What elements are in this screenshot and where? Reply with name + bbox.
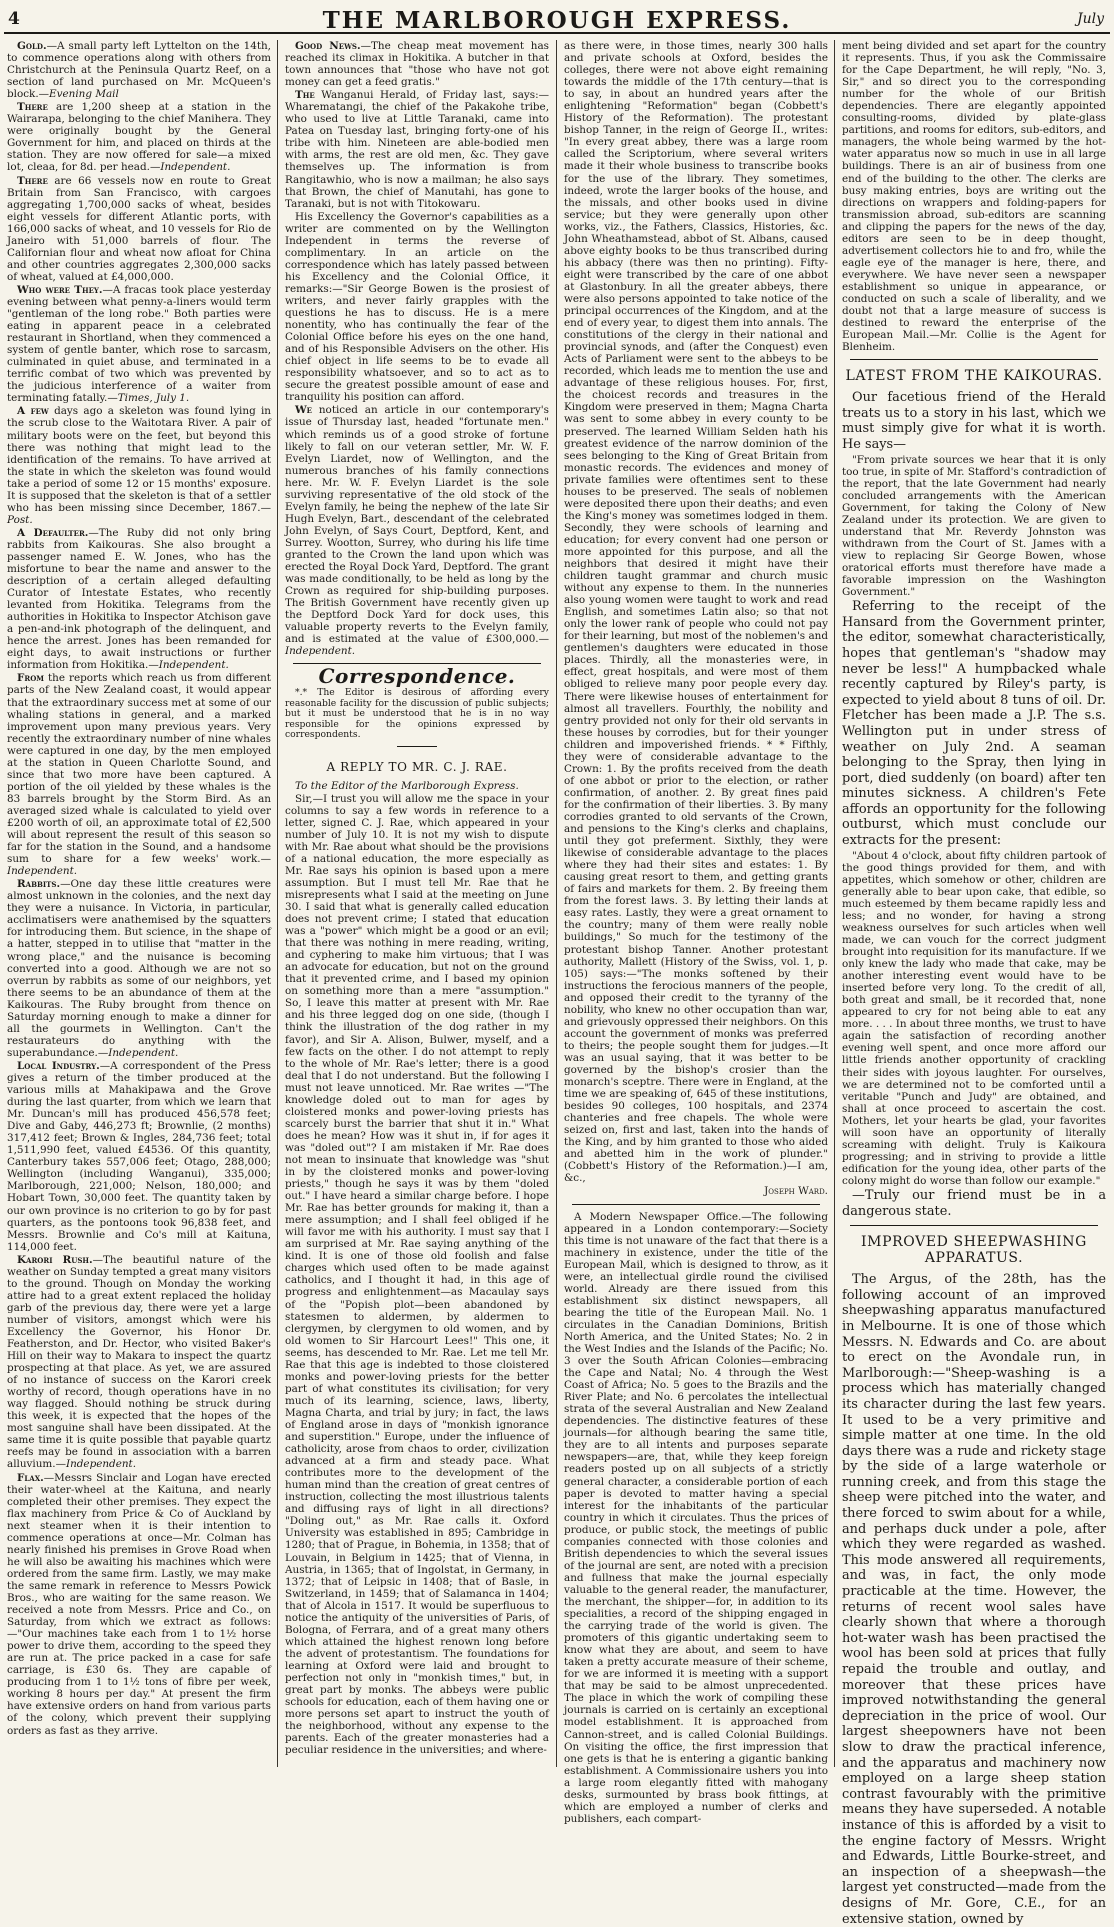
news-item: A Defaulter.—The Ruby did not only bring rabbits from Kaikouras. She also brought a passenger named E. W. Jones, who has the misfortune to bear the name and answer to the description of a certain alleged defaulting Curator of Intestate Estates, who recently levanted from Hokitika. Telegrams from the authorities in Hokitika to Inspector Atchison gave a pen-and-ink photograph of the delinquent, and hence the arrest. Jones has been remanded for eight days, to await instructions or further information from Hokitika.—Independent. [7,526,272,672]
header-month: July [1076,11,1104,27]
sheepwashing-body: The Argus, of the 28th, has the following account of an improved sheepwashing apparatus manufactured in Melbourne. It is one of those which Messrs. N. Edwards and Co. are about to erect on the Avondale run, in Marlborough:—"Sheep-washing is a process which has materially changed its character during the last few years. It used to be a very primitive and simple matter at one time. In the old days there was a rude and rickety stage by the side of a large waterhole or running creek, and from this stage the sheep were pitched into the water, and there forced to swim about for a while, and perhaps duck under a pole, after which they were regarded as washed. This mode answered all requirements, and was, in fact, the only mode practicable at the time. However, the returns of recent wool sales have clearly shown that where a thorough hot-water wash has been practised the wool has been sold at prices that fully repaid the trouble and outlay, and moreover that these prices have improved notwithstanding the general depreciation in the price of wool. Our largest sheepowners have not been slow to draw the practical inference, and the apparatus and machinery now employed on a large sheep station contrast favourably with the primitive means they have superseded. A notable instance of this is afforded by a visit to the engine factory of Messrs. Wright and Edwards, Little Bourke-street, and an inspection of a sheepwash—the largest yet constructed—made from the designs of Mr. Gore, C.E., for an extensive station, owned by [842,1272,1106,1927]
editor-note: *.* The Editor is desirous of affording every reasonable facility for the discussion of public subjects; but it must be understood that he is in no way responsible for the opinions expressed by correspondents. [285,687,549,741]
page-number: 4 [8,9,20,29]
column-rule [556,40,557,1767]
news-item: His Excellency the Governor's capabilities as a writer are commented on by the Wellington Independent in terms the reverse of complimentary. In an article on the correspondence which has lately passed between his Excellency and the Colonial Office, it remarks:—"Sir George Bowen is the prosiest of writers, and never fairly grapples with the questions he has to discuss. He is a mere nonentity, who has continually the fear of the Colonial Office before his eyes on the one hand, and of his Responsible Advisers on the other. His chief object in life seems to be to evade all responsibility whatsoever, and so to act as to secure the greatest possible amount of ease and tranquility his position can afford. [285,210,549,404]
letter-continuation: as there were, in those times, nearly 300 halls and private schools at Oxford, besides the colleges, there were not above eight remaining towards the middle of the 17th century—that is to say, in about an hundred years after the enlightening "Reformation" began (Cobbett's History of the Reformation). The protestant bishop Tanner, in the reign of George II., writes: "In every great abbey, there was a large room called the Scriptorium, where several writers made it their whole business to transcribe books for the use of the library. They sometimes, indeed, wrote the larger books of the house, and the missals, and other books used in divine service; but they were generally upon other works, viz., the Fathers, Classics, Histories, &c. John Wheathamstead, abbot of St. Albans, caused above eighty books to be thus transcribed during his abbacy (there was then no printing). Fifty-eight were transcribed by the care of one abbot at Glastonbury. In all the greater abbeys, there were also persons appointed to take notice of the principal occurrences of the Kingdom, and at the end of every year, to digest them into annals. The constitutions of the clergy in their national and provincial synods, and (after the Conquest) even Acts of Parliament were sent to the abbeys to be recorded, which leads me to mention the use and advantage of these religious houses. For, first, the choicest records and treasures in the Kingdom were preserved in them; Magna Charta was sent to some abbey in every county to be preserved. The learned William Selden hath his greatest evidence of the narrow dominion of the sees belonging to the King of Great Britain from monastic records. The evidences and money of private families were oftentimes sent to these houses to be preserved. The seals of noblemen were deposited there upon their deaths; and even the King's money was sometimes lodged in them. Secondly, they were schools of learning and education; for every convent had one person or more appointed for this purpose, and all the neighbors that desired it might have their children taught grammar and church music without any expense to them. In the nunneries also young women were taught to work and read English, and sometimes Latin also; so that not only the lower rank of people who could not pay for their learning, but most of the noblemen's and gentlemen's daughters were educated in those places. Thirdly, all the monasteries were, in effect, great hospitals, and were most of them obliged to relieve many poor people every day. There were likewise houses of entertainment for almost all travellers. Fourthly, the nobility and gentry provided not only for their old servants in these houses by corrodies, but for their younger children and impoverished friends. * * Fifthly, they were of considerable advantage to the Crown: 1. By the profits received from the death of one abbot or prior to the election, or rather confirmation, of another. 2. By great fines paid for the confirmation of their liberties. 3. By many corrodies granted to old servants of the Crown, and pensions to the King's clerks and chaplains, until they got preferment. Sixthly, they were likewise of considerable advantage to the places where they had their sites and estates: 1. By causing great resort to them, and getting grants of fairs and markets for them. 2. By freeing them from the forest laws. 3. By letting their lands at easy rates. Lastly, they were a great ornament to the country; many of them were really noble buildings," So much for the testimony of the protestant bishop Tanner. Another protestant authority, Mallett (History of the Swiss, vol. 1, p. 105) says:—"The monks softened by their instructions the ferocious manners of the people, and opposed their credit to the tyranny of the nobility, who knew no other occupation than war, and grievously oppressed their neighbors. On this account the government of monks was preferred to theirs; the people sought them for judges.—It was an usual saying, that it was better to be governed by the bishop's crosier than the monarch's sceptre. There were in England, at the time we are speaking of, 645 of these institutions, besides 90 colleges, 100 hospitals, and 2374 chanteries and free chapels. The whole were seized on, first and last, taken into the hands of the King, and by him granted to those who aided and abetted him in the work of plunder." (Cobbett's History of the Reformation.)—I am, &c., [564,40,828,1185]
article-continuation: ment being divided and set apart for the country it represents. Thus, if you ask the Commissaire for the Cape Department, he will reply, "No. 3, Sir," and so direct you to the corresponding number for the whole of our British dependencies. There are elegantly appointed consulting-rooms, divided by plate-glass partitions, and rooms for editors, sub-editors, and managers, the whole being warmed by the hot-water apparatus now so much in use in all large buildings. There is an air of business from one end of the building to the other. The clerks are busy making entries, boys are writing out the directions on wrappers and folding-papers for transmission abroad, sub-editors are scanning and clipping the papers for the news of the day, editors are seen to be in deep thought, advertisement collectors hie to and fro, while the eagle eye of the manager is here, there, and everywhere. We have never seen a newspaper establishment so unique in appearance, or conducted on such a scale of liberality, and we doubt not that a large measure of success is destined to reward the enterprise of the European Mail.—Mr. Collie is the Agent for Blenheim. [842,40,1106,354]
news-item: Local Industry.—A correspondent of the Press gives a return of the timber produced at the various mills at Mahakipawa and the Grove during the last quarter, from which we learn that Mr. Duncan's mill has produced 456,578 feet; Dive and Gaby, 446,273 ft; Brownlie, (2 months) 317,412 feet; Brown & Ingles, 284,736 feet; total 1,511,990 feet, valued £4536. Of this quantity, Canterbury takes 557,006 feet; Otago, 288,000; Wellington (including Wanganui), 335,000; Marlborough, 221,000; Nelson, 180,000; and Hobart Town, 30,000 feet. The quantity taken by our own province is no criterion to go by for past quarters, as the pontoons took 96,838 feet, and Messrs. Brownlie and Co's mill at Kaituna, 114,000 feet. [7,1059,271,1253]
news-item: Good News.—The cheap meat movement has reached its climax in Hokitika. A butcher in that town announces that "those who have not got money can get a feed gratis." [285,40,549,89]
correspondence-heading: Correspondence. [318,664,516,689]
letter-title: A REPLY TO MR. C. J. RAE. [326,760,508,775]
kaikouras-quote: "From private sources we hear that it is only too true, in spite of Mr. Stafford's contradiction of the report, that the late Government had nearly concluded arrangements with the American Government, for taking the Colony of New Zealand under its protection. We are given to understand that Mr. Reverdy Johnston was withdrawn from the Court of St. James with a view to replacing Sir George Bowen, whose oratorical efforts must therefore have made a favorable impression on the Washington Government." [842,453,1106,599]
column-1 [7,40,271,1767]
news-item: Rabbits.—One day these little creatures were almost unknown in the colonies, and the next day they were a nuisance. In Victoria, in particular, acclimatisers were anathemised by the squatters for introducing them. But science, in the shape of a hatter, stepped in to utilise that "matter in the wrong place," and the nuisance is becoming converted into a good. Although we are not so overrun by rabbits as some of our neighbors, yet there seems to be an abundance of them at the Kaikouras. The Ruby brought from thence on Saturday morning enough to make a dinner for all the gourmets in Wellington. Can't the restaurateurs do anything with the superabundance.—Independent. [7,878,271,1059]
letter-signature: Joseph Ward. [764,1185,828,1198]
news-item: A Modern Newspaper Office.—The following appeared in a London contemporary:—Society this time is not unaware of the fact that there is a machinery in existence, under the title of the European Mail, which is designed to throw, as it were, an intellectual girdle round the civilised world. Already are there issued from this establishment six distinct newspapers, all bearing the title of the European Mail. No. 1 circulates in the Canadian Dominions, British North America, and the United States; No. 2 in the West Indies and the Islands of the Pacific; No. 3 over the South African Colonies—embracing the Cape and Natal; No. 4 through the West Coast of Africa; No. 5 goes to the Brazils and the River Plate; and No. 6 percolates the intellectual strata of the several Australian and New Zealand dependencies. The distinctive features of these journals—for although bearing the same title, they are to all intents and purposes separate newspapers—are, that, while they keep foreign readers posted up on all subjects of a strictly general character, a considerable portion of each paper is devoted to matter having a special interest for the inhabitants of the particular country in which it circulates. Thus the prices of produce, or public stock, the meetings of public companies connected with those colonies and British dependencies to which the several issues of the journal are sent, are noted with a precision and fullness that make the journal especially valuable to the general reader, the manufacturer, the merchant, the shipper—for, in addition to its specialities, a record of the shipping engaged in the carrying trade of the world is given. The promoters of this gigantic undertaking seem to know what they are about, and seem to have taken a pretty accurate measure of their scheme, for we are informed it is meeting with a support that may be said to be almost unprecedented. The place in which the work of compiling these journals is carried on is certainly an exceptional model establishment. It is approached from Cannon-street, and is called Colonial Buildings. On visiting the office, the first impression that one gets is that he is entering a gigantic banking establishment. A Commissionaire ushers you into a large room elegantly fitted with mahogany desks, surmounted by brass book fittings, at which are employed a number of clerks and publishers, each compart- [564,1210,828,1825]
letter-addressee: To the Editor of the Marlborough Express. [295,779,519,792]
section-rule [850,1225,1098,1226]
news-item: Flax.—Messrs Sinclair and Logan have erected their water-wheel at the Kaituna, and nearly completed their other premises. They expect the flax machinery from Price & Co of Auckland by next steamer when it is their intention to commence operations at once—Mr. Colman has nearly finished his premises in Grove Road when he will also be awaiting his machines which were ordered from the same firm. Lastly, we may make the same remark in reference to Messrs Powick Bros., who are waiting for the same reason. We received a note from Messrs. Price and Co., on Saturday, from which we extract as follows:—"Our machines take each from 1 to 1½ horse power to drive them, according to the speed they are run at. The price packed in a case for safe carriage, is £30 6s. They are capable of producing from 1 to 1½ tons of fibre per week, working 8 hours per day." At present the firm have extensive orders on hand from various parts of the colony, which prevent their supplying orders as fast as they arrive. [7,1471,271,1737]
page-header [4,6,1110,34]
news-item: We noticed an article in our contemporary's issue of Thursday last, headed "fortunate men." which reminds us of a good stroke of fortune likely to fall on our veteran settler, Mr. W. F. Evelyn Liardet, now of Wellington, and the numerous branches of his family connections here. Mr. W. F. Evelyn Liardet is the sole surviving representative of the old stock of the Evelyn family, he being the nephew of the late Sir Hugh Evelyn, Bart., descendant of the celebrated John Evelyn, of Says Court, Deptford, Kent, and Surrey. Wootton, Surrey, who during his life time granted to the Crown the land upon which was erected the Royal Dock Yard, Deptford. The grant was made conditionally, to be held as long by the Crown as required for ship-building purposes. The British Government have recently given up the Deptford Dock Yard for dock uses, this valuable property reverts to the Evelyn family, and is estimated at the value of £300,000.—Independent. [285,404,549,658]
masthead: THE MARLBOROUGH EXPRESS. [322,7,792,34]
kaikouras-body: Referring to the receipt of the Hansard from the Government printer, the editor, somewhat characteristically, hopes that gentleman's "shadow may never be less!" A humpbacked whale recently captured by Riley's party, is expected to yield about 8 tuns of oil. Dr. Fletcher has been made a J.P. The s.s. Wellington put in under stress of weather on July 2nd. A seaman belonging to the Spray, then lying in port, died suddenly (on board) after ten minutes sickness. A children's Fete affords an opportunity for the following outburst, which must conclude our extracts for the present: [842,599,1106,849]
kaikouras-heading: LATEST FROM THE KAIKOURAS. [845,368,1103,385]
section-rule [850,359,1098,360]
letter-body: Sir,—I trust you will allow me the space in your columns to say a few words in reference to a letter, signed C. J. Rae, which appeared in your number of July 10. It is not my wish to dispute with Mr. Rae about what should be the provisions of a national education, the more especially as Mr. Rae says his opinion is based upon a mere assumption. But I must tell Mr. Rae that he misrepresents what I said at the meeting on June 30. I said that what is generally called education does not prevent crime; I stated that education was a "power" which might be a good or an evil; that there was nothing in mere reading, writing, and cyphering to make him virtuous; that I was an advocate for education, but not on the ground that it prevented crime, and I based my opinion on something more than a mere "assumption." So, I leave this matter at present with Mr. Rae and his three legged dog on one side, (though I think the illustration of the dog rather in my favor), and Sir A. Alison, Bulwer, myself, and a few facts on the other. I do not attempt to reply to the whole of Mr. Rae's letter; there is a good deal that I do not understand. But the following I must not leave unnoticed. Mr. Rae writes —"The knowledge doled out to man for ages by cloistered monks and power-loving priests has scarcely burst the barrier that shut it in." What does he mean? How was it shut in, if for ages it was "doled out"? I am mistaken if Mr. Rae does not mean to insinuate that knowledge was "shut in by the cloistered monks and power-loving priests," though he says it was by them "doled out." I have heard a similar charge before. I hope Mr. Rae has better grounds for making it, than a mere assumption; and I shall feel obliged if he will favor me with his authority. I must say that I am surprised at Mr. Rae saying anything of the kind. It is one of those old foolish and false charges which used often to be made against catholics, and I thought it had, in this age of progress and enlightenment—as Macaulay says of the "Popish plot—been abandoned by statesmen to aldermen, by aldermen to clergymen, by clergymen to old women, and by old women to Sir Harcourt Lees!" This one, it seems, has descended to Mr. Rae. Let me tell Mr. Rae that this age is indebted to those cloistered monks and power-loving priests for the better part of what constitutes its civilisation; for very much of its learning, science, laws, liberty, Magna Charta, and trial by jury; in fact, the laws of England arose in days of "monkish ignorance and superstition." Europe, under the influence of catholicity, arose from chaos to order, civilization advanced at a firm and steady pace. What contributes more to the development of the human mind than the creation of great centres of instruction, collecting the most illustrious talents and diffusing rays of light in all directions? "Doling out," as Mr. Rae calls it. Oxford University was established in 895; Cambridge in 1280; that of Prague, in Bohemia, in 1358; that of Louvain, in Belgium in 1425; that of Vienna, in Austria, in 1365; that of Ingolstat, in Germany, in 1372; that of Leipsic in 1408; that of Basle, in Switzerland, in 1459; that of Salamanca in 1404; that of Alcola in 1517. It would be superfluous to notice the antiquity of the universities of Paris, of Bologna, of Ferrara, and of a great many others which attained the highest renown long before the advent of protestantism. The foundations for learning at Oxford were laid and brought to perfection not only in "monkish times," but, in great part by monks. The abbeys were public schools for education, each of them having one or more persons set apart to instruct the youth of the neighborhood, without any expense to the parents. Each of the greater monasteries had a peculiar residence in the universities; and where- [285,792,549,1757]
section-rule [572,1204,820,1205]
news-item: The Wanganui Herald, of Friday last, says:—Wharematangi, the chief of the Pakakohe tribe, who used to live at Little Taranaki, came into Patea on Tuesday last, bringing forty-one of his tribe with him. Nineteen are able-bodied men with arms, the rest are old men, &c. They gave themselves up. The information is from Rangitawhio, who is now a mailman; he also says that Brown, the chief of Manutahi, has gone to Taranaki, but is not with Titokowaru. [285,89,549,210]
kaikouras-intro: Our facetious friend of the Herald treats us to a story in his last, which we must simply give for what it is worth. He says— [842,390,1106,452]
sheepwashing-heading: IMPROVED SHEEPWASHING APPARATUS. [861,1234,1087,1267]
column-3 [564,40,828,1825]
news-item: From the reports which reach us from different parts of the New Zealand coast, it would appear that the extraordinary success met at some of our whaling stations in general, and a marked improvement upon many previous years. Very recently the extraordinary number of nine whales were captured in one day, by the men employed at the station in Queen Charlotte Sound, and since that two more have been captured. A portion of the oil yielded by these whales is the 83 barrels brought by the Storm Bird. As an averaged sized whale is calculated to yield over £200 worth of oil, an approximate total of £2,500 will about represent the result of this season so far for the station in the Sound, and a handsome sum to share for a few weeks' work.—Independent. [7,672,271,878]
column-rule [834,40,835,1767]
kaikouras-quote-2: "About 4 o'clock, about fifty children partook of the good things provided for them, and with appetites, which somehow or other, children are generally able to bear upon cake, that edible, so much esteemed by them became rapidly less and less; and no wonder, for having a strong weakness ourselves for such articles when well made, we can vouch for the correct judgment brought into requisition for its manufacture. If we only knew the lady who made that cake, may be another interesting event would have to be inserted before very long. To the credit of all, both great and small, be it recorded that, none appeared to cry for not being able to eat any more. . . . In about three months, we trust to have again the satisfaction of recording another evening well spent, and once more afford our little friends another opportunity of crackling their sides with joyous laughter. For ourselves, we are determined not to be comforted until a veritable "Punch and Judy" are obtained, and shall at once proceed to ascertain the cost. Mothers, let your hearts be glad, your favorites will soon have an opportunity of literally screaming with delight. Truly is Kaikoura progressing; and in striving to provide a little edification for the young idea, other parts of the colony might do worse than follow our example." [842,849,1107,1187]
news-item: There are 66 vessels now en route to Great Britain from San Francisco, with cargoes aggregating 1,700,000 sacks of wheat, besides eight vessels for different Atlantic ports, with 166,000 sacks of wheat, and 10 vessels for Rio de Janeiro with 51,000 barrels of flour. The Californian flour and wheat now afloat for China and other countries aggregates 2,300,000 sacks of wheat, valued at £4,000,000. [7,174,271,283]
column-2 [285,40,549,1767]
column-4 [842,40,1107,1927]
kaikouras-end: —Truly our friend must be in a dangerous state. [842,1187,1106,1219]
news-item: Gold.—A small party left Lyttelton on the 14th, to commence operations along with others from Christchurch at the Peninsula Quartz Reef, on a section of land purchased on Mr. McQueen's block.—Evening Mail [7,40,271,101]
news-item: Who were They.—A fracas took place yesterday evening between what penny-a-liners would term "gentleman of the long robe." Both parties were eating in apparent peace in a celebrated restaurant in Shortland, when they commenced a system of gentle banter, which rose to sarcasm, culminated in quiet abuse, and terminated in a terrific combat of two which was prevented by the judicious interference of a waiter from terminating fatally.—Times, July 1. [7,283,271,405]
column-rule [277,40,278,1767]
news-item: There are 1,200 sheep at a station in the Wairarapa, belonging to the chief Manihera. They were originally bought by the General Government for him, and placed on thirds at the station. They are now offered for sale—a mixed lot, cleaa, for 8d. per head.—Independent. [7,101,271,174]
news-item: A few days ago a skeleton was found lying in the scrub close to the Waitotara River. A pair of military boots were on the feet, but beyond this there was nothing that might lead to the identification of the remains. To have arrived at the state in which the skeleton was found would take a period of some 12 or 15 months' exposure. It is supposed that the skeleton is that of a settler who has been missing since December, 1867.—Post. [7,405,271,526]
news-item: Karori Rush.—The beautiful nature of the weather on Sunday tempted a great many visitors to the ground. Though on Monday the working attire had to a great extent replaced the holiday garb of the previous day, there were yet a large number of visitors, amongst which were his Excellency the Governor, his Honor Dr. Featherston, and Dr. Hector, who visited Baker's Hill on their way to Makara to inspect the quartz prospecting at that place. As yet, we are assured of no instance of success on the Karori creek worthy of record, though operations have in no way flagged. Should nothing be struck during this week, it is expected that the hopes of the most sanguine shall have been dissipated. At the same time it is quite possible that payable quartz reefs may be found in association with a barren alluvium.—Independent. [7,1253,271,1471]
short-rule [397,746,437,747]
